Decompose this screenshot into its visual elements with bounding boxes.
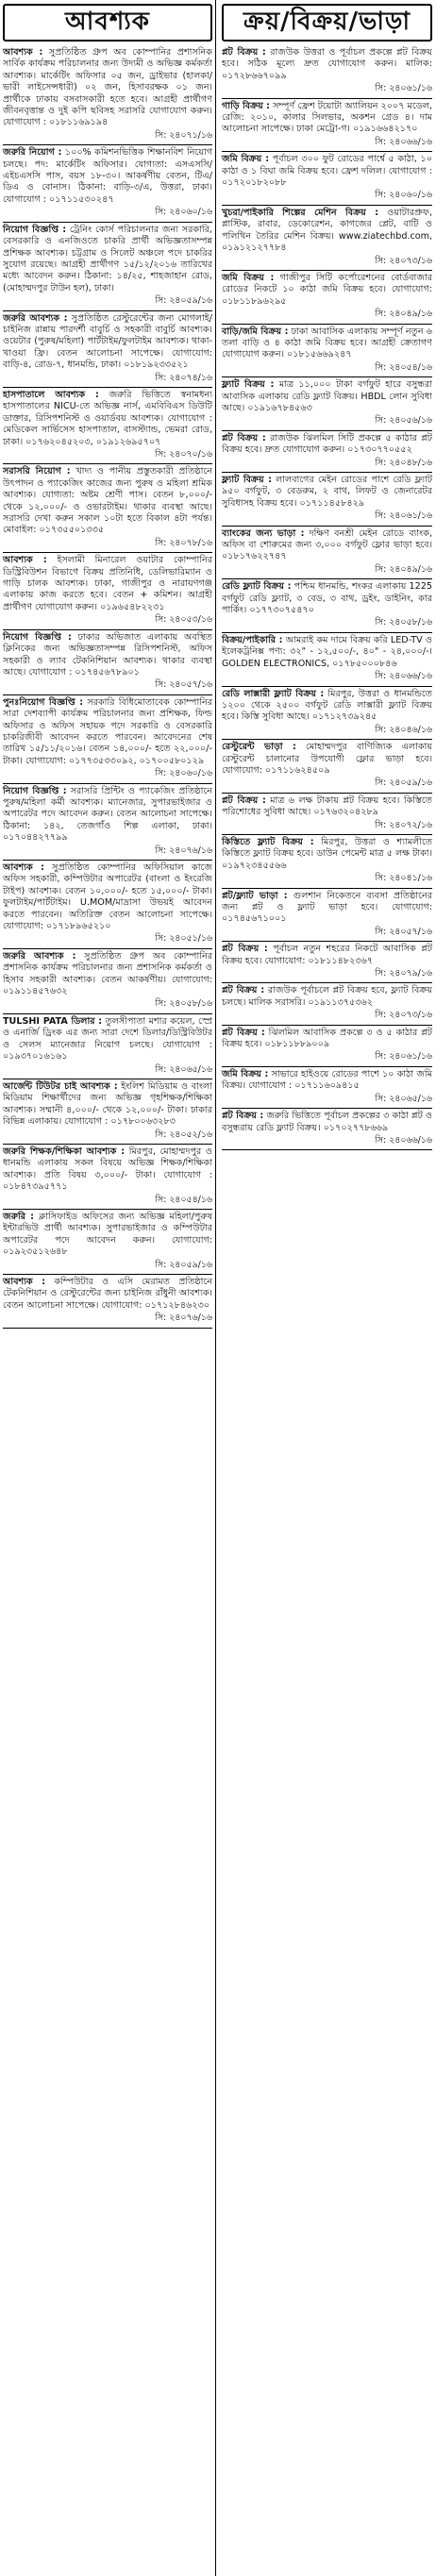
ad-reference: সি: ২৪০৬১/১৬ (375, 510, 432, 522)
ad-heading: খুচরা/পাইকারি শিল্পের মেশিন বিক্রয় : (222, 207, 379, 218)
ad-reference: সি: ২৪০৭৩/১৬ (375, 255, 432, 266)
ad-heading: ফ্ল্যাট বিক্রয় : (222, 475, 272, 485)
ad-body: সুপ্রতিষ্ঠিত রেস্টুরেন্টের জন্য মোগলাই/চাইনিজ রান্নায় পারদর্শী বাবুর্চি ও সহকারী বাবুর্চি আবশ্যক। ওয়েটার (পুরুষ/মহিলা) পার্টটাইম/ফুলটাইম আবশ্যক। থাকা-খাওয়া ফ্রি। বেতন আলোচনা সাপেক্ষে। যোগাযোগ: বাড়ি-৪, রোড-৭, ধানমন্ডি, ঢাকা। ০১৮১৯২৩৩৫২১ (3, 312, 213, 371)
classified-ad (3, 1014, 212, 1079)
ad-heading: জমি বিক্রয় : (222, 1068, 269, 1079)
ad-reference: সি: ২৪০৬১/১৬ (375, 1051, 432, 1062)
ad-body: আমরাই কম দামে বিক্রয় করি LED-TV ও ইলেকট্রনিক্স পণ্য: ৩২" - ১২,৫০০/-, ৪০" - ২৪,০০০/-। GOLDEN ELECTRONICS, ০১৭৮৫০০০৮৪৬ (222, 634, 432, 669)
ad-body: মিরপুর, উত্তরা ও ধানমন্ডিতে ১২০০ থেকে ২৫০০ বর্গফুট রেডি লাক্সারী ফ্ল্যাট বিক্রয় হবে। কিস্তি সুবিধা আছে। ০১৭১২৭৩৯২৪৫ (222, 688, 432, 723)
classified-ad (222, 377, 432, 431)
ad-heading: ফ্ল্যাট বিক্রয় : (222, 379, 275, 391)
ad-heading: প্লট বিক্রয় : (222, 795, 266, 806)
ad-body: সুপ্রতিষ্ঠিত গ্রুপ অব কোম্পানির প্রশাসনিক কার্যক্রম পরিচালনার জন্য প্রশাসনিক কর্মকর্তা ও হিসাব সহকারী আবশ্যক। বেতন আকর্ষণীয়। যোগাযোগ: ০১৯১১৪৫৭৬৩২ (3, 950, 212, 997)
ad-list-buy-sell-rent (222, 45, 432, 1150)
ad-reference: সি: ২৪০৬৬/১৬ (375, 136, 432, 147)
ad-reference: সি: ২৪০৬০/১৬ (375, 190, 432, 201)
classified-ad (222, 942, 432, 983)
ad-heading: TULSHI PATA ডিলার : (3, 1015, 103, 1027)
ad-reference: সি: ২৪০৭৬/১৬ (155, 1313, 212, 1324)
ad-body: সরাসরি প্রিন্টিং ও প্যাকেজিং প্রতিষ্ঠানে পুরুষ/মহিলা কর্মী আবশ্যক। ম্যানেজার, সুপারভাইজার ও অপারেটর পদে আবেদন করুন। বেতন আলোচনা সাপেক্ষে। ঠিকানা: ১৪২, তেজগাঁও শিল্প এলাকা, ঢাকা। ০১৭০৪৪২৭৭৯৯ (3, 785, 212, 844)
ad-reference: সি: ২৪০৫৪/১৬ (155, 1194, 212, 1205)
classified-ad (3, 949, 212, 1014)
ad-body: ইংলিশ মিডিয়াম ও বাংলা মিডিয়াম শিক্ষার্থীদের জন্য অভিজ্ঞ গৃহশিক্ষক/শিক্ষিকা আবশ্যক। সম্মানী ৪,০০০/- থেকে ১২,০০০/- টাকা। ঢাকার বিভিন্ন এলাকায়। যোগাযোগ : ০১৭৮০০৬৩২৮৩ (3, 1080, 212, 1128)
classified-ad (3, 1275, 212, 1329)
ad-heading: রেডি লাক্সারী ফ্ল্যাট বিক্রয় : (222, 688, 325, 699)
ad-body: মিরপুর, মোহাম্মদপুর ও ধানমন্ডি এলাকায় সকল বিষয়ে অভিজ্ঞ শিক্ষক/শিক্ষিকা আবশ্যক। প্রতি বিষয় ৩,০০০/- টাকা। যোগাযোগ : ০১৮৪৭৩৯৫৭৭১ (3, 1146, 212, 1193)
ad-reference: সি: ২৪০৭০/১৬ (155, 449, 212, 460)
classified-ad (222, 152, 432, 206)
ad-reference: সি: ২৪০৬৬/১৬ (375, 1134, 432, 1146)
ad-heading: প্লট/ফ্ল্যাট ভাড়া : (222, 890, 288, 901)
ad-heading: বিক্রয়/পাইকারি : (222, 634, 283, 645)
ad-reference: সি: ২৪০৭৬/১৬ (155, 845, 212, 856)
ad-reference: সি: ২৪০৫৮/১৬ (375, 617, 432, 628)
ad-body: সাভারে হাইওয়ে রোডের পাশে ১০ কাঠা জমি বিক্রয়। যোগাযোগ : ০১৭১১৬০৯৪১৫ (222, 1068, 432, 1092)
ad-body: পূর্বাচল নতুন শহরের নিকটে আবাসিক প্লট বিক্রয় হবে। যোগাযোগ: ০১৮১১৪৮২৩৬৭ (222, 944, 432, 966)
column-buy-sell-rent (219, 0, 435, 2576)
ad-body: ট্রেনিং কোর্স পরিচালনার জন্য সরকারি, বেসরকারি ও এনজিওতে চাকরি প্রার্থী অভিজ্ঞতাসম্পন্ন প্রশিক্ষক আবশ্যক। চট্টগ্রাম ও সিলেট অঞ্চলে পদে চাকরির সুযোগ রয়েছে। আগ্রহী প্রার্থীগণ ১৫/১২/২০১৬ তারিখের মধ্যে আবেদন করুন। ঠিকানা: ১৪/২৫, শাহজাহান রোড, (মোহাম্মদপুর টাউন হল), ঢাকা। (3, 224, 212, 293)
classified-ad (222, 45, 432, 99)
ad-heading: জরুরি আবশ্যক : (3, 312, 68, 324)
ad-heading: নিয়োগ বিজ্ঞপ্তি : (3, 785, 67, 796)
ad-heading: হাসপাতালে আবশ্যক : (3, 389, 99, 400)
ad-reference: সি: ২৪০৭১/১৬ (155, 129, 212, 141)
ad-heading: আর্জেন্ট টিউটর চাই আবশ্যক : (3, 1080, 118, 1092)
ad-heading: বাড়ি/জমি বিক্রয় : (222, 326, 289, 337)
classified-ad (3, 45, 212, 145)
ad-body: ওয়াটারপ্রুফ, প্লাস্টিক, রাবার, ডেকোরেশন, কাগজের প্লেট, বাটি ও পলিথিন তৈরির মেশিন বিক্রয়। www.ziatechbd.com, ০১৯১২১২৭৭৮৪ (222, 207, 432, 254)
ad-heading: জরুরি : (3, 1211, 34, 1222)
ad-reference: সি: ২৪০৫৯/১৬ (375, 778, 432, 789)
ad-body: পূর্বাচল ৩০০ ফুট রোডের পার্শ্বে ৫ কাঠা, ১০ কাঠা ও ১ বিঘা জমি বিক্রয় হবে। ফ্রেশ দলিল। যোগাযোগ : ০১৭২০১৮২০৮৮ (222, 154, 432, 189)
ad-body: খাদ্য ও পানীয় প্রস্তুতকারী প্রতিষ্ঠানে উৎপাদন ও প্যাকেজিং কাজের জন্য পুরুষ ও মহিলা শ্রমিক আবশ্যক। যোগ্যতা: অষ্টম শ্রেণী পাস। বেতন ৮,০০০/- থেকে ১২,০০০/- ও ওভারটাইম। থাকার ব্যবস্থা আছে। সরাসরি দেখা করুন সকাল ১০টা হতে বিকাল ৪টা পর্যন্ত। মোবাইল: ০১৭৩৫৫০১৩৩৫ (3, 466, 212, 536)
ad-body: ইসলামী মিনারেল ওয়াটার কোম্পানির ডিস্ট্রিবিউশন বিভাগে বিক্রয় প্রতিনিধি, ডেলিভারিম্যান ও গাড়ি চালক আবশ্যক। ঢাকা, গাজীপুর ও নারায়ণগঞ্জ এলাকায় কাজ করতে হবে। বেতন + কমিশন। আগ্রহী প্রার্থীগণ যোগাযোগ করুন। ০১৯৬৫৪৮২২৩১ (3, 555, 212, 612)
ad-body: সুপ্রতিষ্ঠিত গ্রুপ অব কোম্পানির প্রশাসনিক সার্বিক কার্যক্রম পরিচালনার জন্য উদ্যমী ও অভিজ্ঞ কর্মকর্তা আবশ্যক। মার্কেটিং অফিসার ০৫ জন, ড্রাইভার (হালকা/ভারী লাইসেন্সধারী) ০২ জন, হিসাবরক্ষক ০১ জন। প্রার্থীকে ঢাকায় বসবাসকারী হতে হবে। আগ্রহী প্রার্থীগণ জীবনবৃত্তান্ত ও দুই কপি ছবিসহ সরাসরি যোগাযোগ করুন। যোগাযোগ : ০১৮১১৬৯১৯৪ (3, 47, 212, 128)
ad-reference: সি: ২৪০৫৮/১৬ (155, 998, 212, 1010)
classified-ad (222, 527, 432, 580)
ad-heading: আবশ্যক : (3, 862, 44, 873)
classified-ad (222, 473, 432, 527)
classified-ad (222, 740, 432, 794)
classified-ad (222, 325, 432, 378)
ad-body: ঝিলমিল আবাসিক প্রকল্পে ৩ ও ৫ কাঠার প্লট বিক্রয় হবে। ০১৮১১৮৮৯০০৯ (222, 1027, 432, 1050)
ad-heading: ব্যাংকের জন্য ভাড়া : (222, 527, 305, 539)
ad-body: গুলশান নিকেতনে ব্যবসা প্রতিষ্ঠানের জন্য প্লট ও ফ্ল্যাট ভাড়া হবে। যোগাযোগ: ০১৭৪৫৬৭১০০১ (222, 890, 432, 925)
ad-heading: প্লট বিক্রয় : (222, 944, 268, 955)
classified-ad (222, 271, 432, 325)
ad-reference: সি: ২৪০৬০/১৬ (155, 768, 212, 779)
column-wanted (0, 0, 216, 2576)
ad-reference: সি: ২৪০৫৯/১৬ (155, 295, 212, 307)
classified-ad (222, 794, 432, 835)
ad-body: সম্পূর্ণ ফ্রেশ টয়োটা অ্যালিয়ন ২০০৭ মডেল, রেজি: ২০১০, কালার সিলভার, অকশন গ্রেড ৪। দাম আলোচনা সাপেক্ষে। ঢাকা মেট্রো-গ। ০১৯১৬৬৪২১৭০ (222, 100, 432, 135)
ad-reference: সি: ২৪০৪৯/১৬ (375, 563, 432, 575)
ad-reference: সি: ২৪০৫৭/১৬ (155, 679, 212, 691)
ad-heading: নিয়োগ বিজ্ঞপ্তি : (3, 224, 67, 235)
ad-body: রাজউক ঝিলমিল সিটি প্রকল্পে ৫ কাঠার প্লট বিক্রয় হবে। দ্রুত যোগাযোগ করুন। ০১৭৩০৭৭০৫৫২ (222, 432, 432, 456)
classified-ad (222, 206, 432, 271)
section-header-buy-sell-rent: ক্রয়/বিক্রয়/ভাড়া (222, 4, 432, 42)
classified-ad (222, 579, 432, 633)
ad-heading: আবশ্যক : (3, 1277, 46, 1287)
classified-ad (222, 889, 432, 943)
classified-ad (3, 1210, 212, 1275)
classified-ad (222, 1067, 432, 1109)
ad-heading: প্লট বিক্রয় : (222, 1027, 265, 1038)
ad-reference: সি: ২৪০৪১/১৬ (375, 873, 432, 884)
ad-body: পশ্চিম ধানমন্ডি, শংকর এলাকায় 1225 বর্গফুট রেডি ফ্ল্যাট, ৩ বেড, ৩ বাথ, ড্রইং, ডাইনিং, কার পার্কিং। ০১৭৭৩০৭৫৪৭০ (222, 581, 432, 616)
ad-reference: সি: ২৪০৭৪/১৬ (155, 372, 212, 383)
ad-reference: সি: ২৪০৬৫/১৬ (155, 1063, 212, 1075)
ad-heading: প্লট বিক্রয় : (222, 985, 265, 996)
ad-reference: সি: ২৪০৫২/১৬ (155, 1129, 212, 1140)
ad-body: ঢাকার অভিজাত এলাকায় অবস্থিত ক্লিনিকের জন্য অভিজ্ঞতাসম্পন্ন রিসিপশনিস্ট, অফিস সহকারী ও ল্যাব টেকনিশিয়ান আবশ্যক। থাকার ব্যবস্থা আছে। যোগাযোগ : ০১৭৪৫৬৭৮৯০১ (3, 631, 212, 677)
ad-body: মিরপুর, উত্তরা ও শ্যামলীতে কিস্তিতে ফ্ল্যাট বিক্রয় হবে। ডাউন পেমেন্ট মাত্র ৫ লক্ষ টাকা। ০১৯৭২৩৪৫৫৬৬ (222, 836, 433, 871)
ad-body: দক্ষিণ বনশ্রী মেইন রোডে ব্যাংক, অফিস বা শোরুমের জন্য ৩,০০০ বর্গফুট ফ্লোর ভাড়া হবে। ০১৮১৭৬২২৭৪৭ (222, 527, 432, 562)
ad-body: মোহাম্মদপুর বাণিজ্যিক এলাকায় রেস্টুরেন্ট চালানোর উপযোগী ফ্লোর ভাড়া হবে। যোগাযোগ: ০১৭১১৬২৪৫০৯ (222, 742, 432, 776)
ad-reference: সি: ২৪০৪৯/১৬ (375, 309, 432, 320)
ad-reference: সি: ২৪০৬০/১৬ (155, 207, 212, 218)
classified-ad (222, 687, 432, 741)
ad-body: জরুরি ভিত্তিতে স্বনামধন্য হাসপাতালের NICU-তে অভিজ্ঞ নার্স, এমবিবিএস ডিউটি ডাক্তার, রিসিপশনিস্ট ও ওয়ার্ডবয় আবশ্যক। যোগাযোগ : মেডিকেল সার্ভিসেস হাসপাতাল, বাসস্ট্যান্ড, ভেমরা রোড, ঢাকা। ০১৭৬২০৪৫২০৩, ০১৯১২৬৯৫৭০৭ (3, 389, 212, 447)
section-header-wanted: আবশ্যক (3, 4, 212, 42)
ad-reference: সি: ২৪০৬৬/১৬ (375, 671, 432, 682)
ad-heading: জরুরি শিক্ষক/শিক্ষিকা আবশ্যক : (3, 1146, 126, 1157)
ad-heading: জরুরি আবশ্যক : (3, 950, 76, 962)
classified-ad (222, 99, 432, 153)
ad-body: ১০০% কমিশনভিত্তিক শিক্ষানবিশ নিয়োগ চলছে। পদ: মার্কেটিং অফিসার। যোগ্যতা: এসএসসি/এইচএসসি পাস, বয়স ১৮-৩০। আকর্ষণীয় বেতন, টিএ/ডিএ ও বোনাস। ঠিকানা: বাড়ি-৩/এ, উত্তরা, ঢাকা। যোগাযোগ : ০১৭১১৫৩০২৪৭ (3, 147, 212, 205)
ad-heading: জমি বিক্রয় : (222, 154, 270, 165)
ad-reference: সি: ২৪০৭৮/১৬ (155, 537, 212, 548)
ad-reference: সি: ২৪০৬৫/১৬ (375, 1093, 432, 1104)
classified-ad (3, 1145, 212, 1210)
ad-body: রাজউক উত্তরা ও পূর্বাচল প্রকল্পে প্লট বিক্রয় হবে। সঠিক মূল্যে দ্রুত যোগাযোগ করুন। মালিক: ০১৭২৮৬৬৭০৯৯ (222, 47, 433, 81)
classified-ad (3, 464, 212, 553)
classified-ad (222, 835, 432, 889)
ad-body: রাজউক পূর্বাচলে প্লট বিক্রয় হবে, ফ্ল্যাট বিক্রয় চলছে। মালিক সরাসরি। ০১৯১১৩৭৫৩৬২ (222, 985, 432, 1008)
ad-reference: সি: ২৪০৫৯/১৬ (155, 1259, 212, 1270)
ad-reference: সি: ২৪০৬১/১৬ (375, 83, 432, 94)
classified-ad (222, 983, 432, 1025)
ad-body: সুপ্রতিষ্ঠিত কোম্পানির অফিসিয়াল কাজে অফিস সহকারী, কম্পিউটার অপারেটর (বাংলা ও ইংরেজি টাইপ) আবশ্যক। বেতন ১০,০০০/- হতে ১৫,০০০/- টাকা। ফুলটাইম/পার্টটাইম। U.MOM/মাদ্রাসা উভয়ই আবেদন করতে পারবেন। অতিরিক্ত বেতন আলোচনা সাপেক্ষে। যোগাযোগ: ০১৭১৮৯৬৫২১০ (3, 862, 212, 932)
ad-body: সরকারি বিধিমোতাবেক কোম্পানির সারা দেশব্যাপী কার্যক্রম পরিচালনার জন্য প্রশিক্ষক, ফিল্ড অফিসার ও অফিস সহায়ক পদে সরকারি ও বেসরকারি চাকরিজীবী আবেদন করতে পারবেন। আবেদনের শেষ তারিখ ১৫/১১/২০১৬। বেতন ১৪,০০০/- হতে ২২,০০০/- টাকা। যোগাযোগ: ০১৭৭৩৫৩৩০৯২, ০১৭০০৫৮০১২৯ (3, 696, 212, 766)
classified-ad (3, 695, 212, 784)
ad-heading: প্লট বিক্রয় : (222, 432, 266, 443)
ad-reference: সি: ২৪০৫৪/১৬ (375, 361, 432, 373)
ad-body: ক্লাসিফাইড অফিসের জন্য অভিজ্ঞ মহিলা/পুরুষ ইন্টারভিউ প্রার্থী আবশ্যক। সুপারভাইজার ও কম্পিউটার অপারেটর পদে আবেদন করুন। যোগাযোগ: ০১৯২৩৫১২৬৪৮ (3, 1211, 212, 1258)
ad-heading: আবশ্যক : (3, 555, 47, 566)
classified-ad (3, 311, 212, 388)
ad-heading: নিয়োগ বিজ্ঞপ্তি : (3, 631, 72, 643)
ad-reference: সি: ২৪০৭৩/১৬ (375, 1010, 432, 1021)
ad-reference: সি: ২৪০৪৮/১৬ (375, 457, 432, 468)
classified-ad (222, 1026, 432, 1067)
ad-heading: কিস্তিতে ফ্ল্যাট বিক্রয় : (222, 836, 314, 847)
ad-heading: গাড়ি বিক্রয় : (222, 100, 270, 111)
ad-body: মাত্র ১১,০০০ টাকা বর্গফুট হারে বসুন্ধরা আবাসিক এলাকায় রেডি ফ্ল্যাট বিক্রয়। HBDL লোন সুবিধা আছে। ০১৯১৬৭৮৪৫৬৩ (222, 379, 432, 413)
classified-ad (222, 633, 432, 687)
ad-heading: প্লট বিক্রয় : (222, 1111, 264, 1122)
classified-ad (222, 431, 432, 473)
classified-ad (3, 388, 212, 464)
ad-body: গাজীপুর সিটি কর্পোরেশনের বোর্ডবাজার রোডের নিকটে ১০ কাঠা জমি বিক্রয় হবে। যোগাযোগ: ০১৮১১৮৯৬২৯৫ (222, 272, 432, 307)
ad-body: তুলসীপাতা মশার কয়েল, স্প্রে ও এনার্জি ড্রিংক এর জন্য সারা দেশে ডিলার/ডিস্ট্রিবিউটর ও সেলস ম্যানেজার নিয়োগ চলছে। যোগাযোগ : ০১৯৩৭০১৬১৬১ (3, 1015, 212, 1062)
ad-heading: রেস্টুরেন্ট ভাড়া : (222, 742, 296, 753)
ad-body: মাত্র ৬ লক্ষ টাকায় প্লট বিক্রয় হবে। কিস্তিতে পরিশোধের সুবিধা আছে। ০১৭৬৩২০৪২৮৯ (222, 795, 432, 818)
classified-ad (3, 861, 212, 949)
ad-reference: সি: ২৪০৫১/১৬ (155, 933, 212, 945)
classified-ad (222, 1109, 432, 1150)
ad-heading: জরুরি নিয়োগ : (3, 147, 62, 159)
ad-reference: সি: ২৪০৫৩/১৬ (155, 614, 212, 626)
ad-heading: রেডি ফ্ল্যাট বিক্রয় : (222, 581, 292, 593)
classified-ad (3, 630, 212, 695)
classified-ad (3, 223, 212, 311)
classified-ad (3, 145, 212, 222)
ad-heading: জমি বিক্রয় : (222, 272, 275, 283)
ad-reference: সি: ২৪০৭৯/১৬ (375, 968, 432, 979)
ad-list-wanted (3, 45, 212, 1329)
ad-body: ঢাকা আবাসিক এলাকায় সম্পূর্ণ নতুন ৬ তলা বাড়ি ও ৪ কাঠা জমি বিক্রয় হবে। আগ্রহী ক্রেতাগণ যোগাযোগ করুন। ০১৮১৫৬৬৯২৪৭ (222, 326, 432, 360)
ad-heading: সরাসরি নিয়োগ : (3, 466, 71, 477)
ad-heading: আবশ্যক : (3, 47, 43, 58)
ad-body: কম্পিউটার ও এসি মেরামত প্রতিষ্ঠানে টেকনিশিয়ান ও রেস্টুরেন্টের জন্য চাইনিজ রাঁধুনী আবশ্যক। বেতন আলোচনা সাপেক্ষে। যোগাযোগ: ০১৭১২৮৪৬২৩০ (3, 1277, 212, 1311)
ad-reference: সি: ২৪০৪৬/১৬ (375, 724, 432, 735)
ad-body: জরুরি ভিত্তিতে পূর্বাচল প্রকল্পের ৩ কাঠা প্লট ও বসুন্ধরায় রেডি ফ্ল্যাট বিক্রয়। ০১৭০২৭৭৮৬৬৯ (222, 1111, 432, 1133)
ad-reference: সি: ২৪০৭২/১৬ (375, 819, 432, 830)
ad-heading: প্লট বিক্রয় : (222, 47, 266, 58)
classified-ad (3, 784, 212, 861)
classified-ad (3, 553, 212, 629)
ad-body: লালবাগের মেইন রোডের পাশে রেডি ফ্ল্যাট ৯৫০ বর্গফুট, ৩ বেডরুম, ২ বাথ, লিফট ও জেনারেটর সুবিধাসহ বিক্রয় হবে। ০১৭১১৪৫৮৪২৯ (222, 475, 432, 509)
classified-ad (3, 1079, 212, 1145)
ad-reference: সি: ২৪০৫৬/১৬ (375, 415, 432, 427)
ad-reference: সি: ২৪০৫৭/১৬ (375, 926, 432, 937)
ad-heading: পুনঃনিয়োগ বিজ্ঞপ্তি : (3, 696, 84, 708)
